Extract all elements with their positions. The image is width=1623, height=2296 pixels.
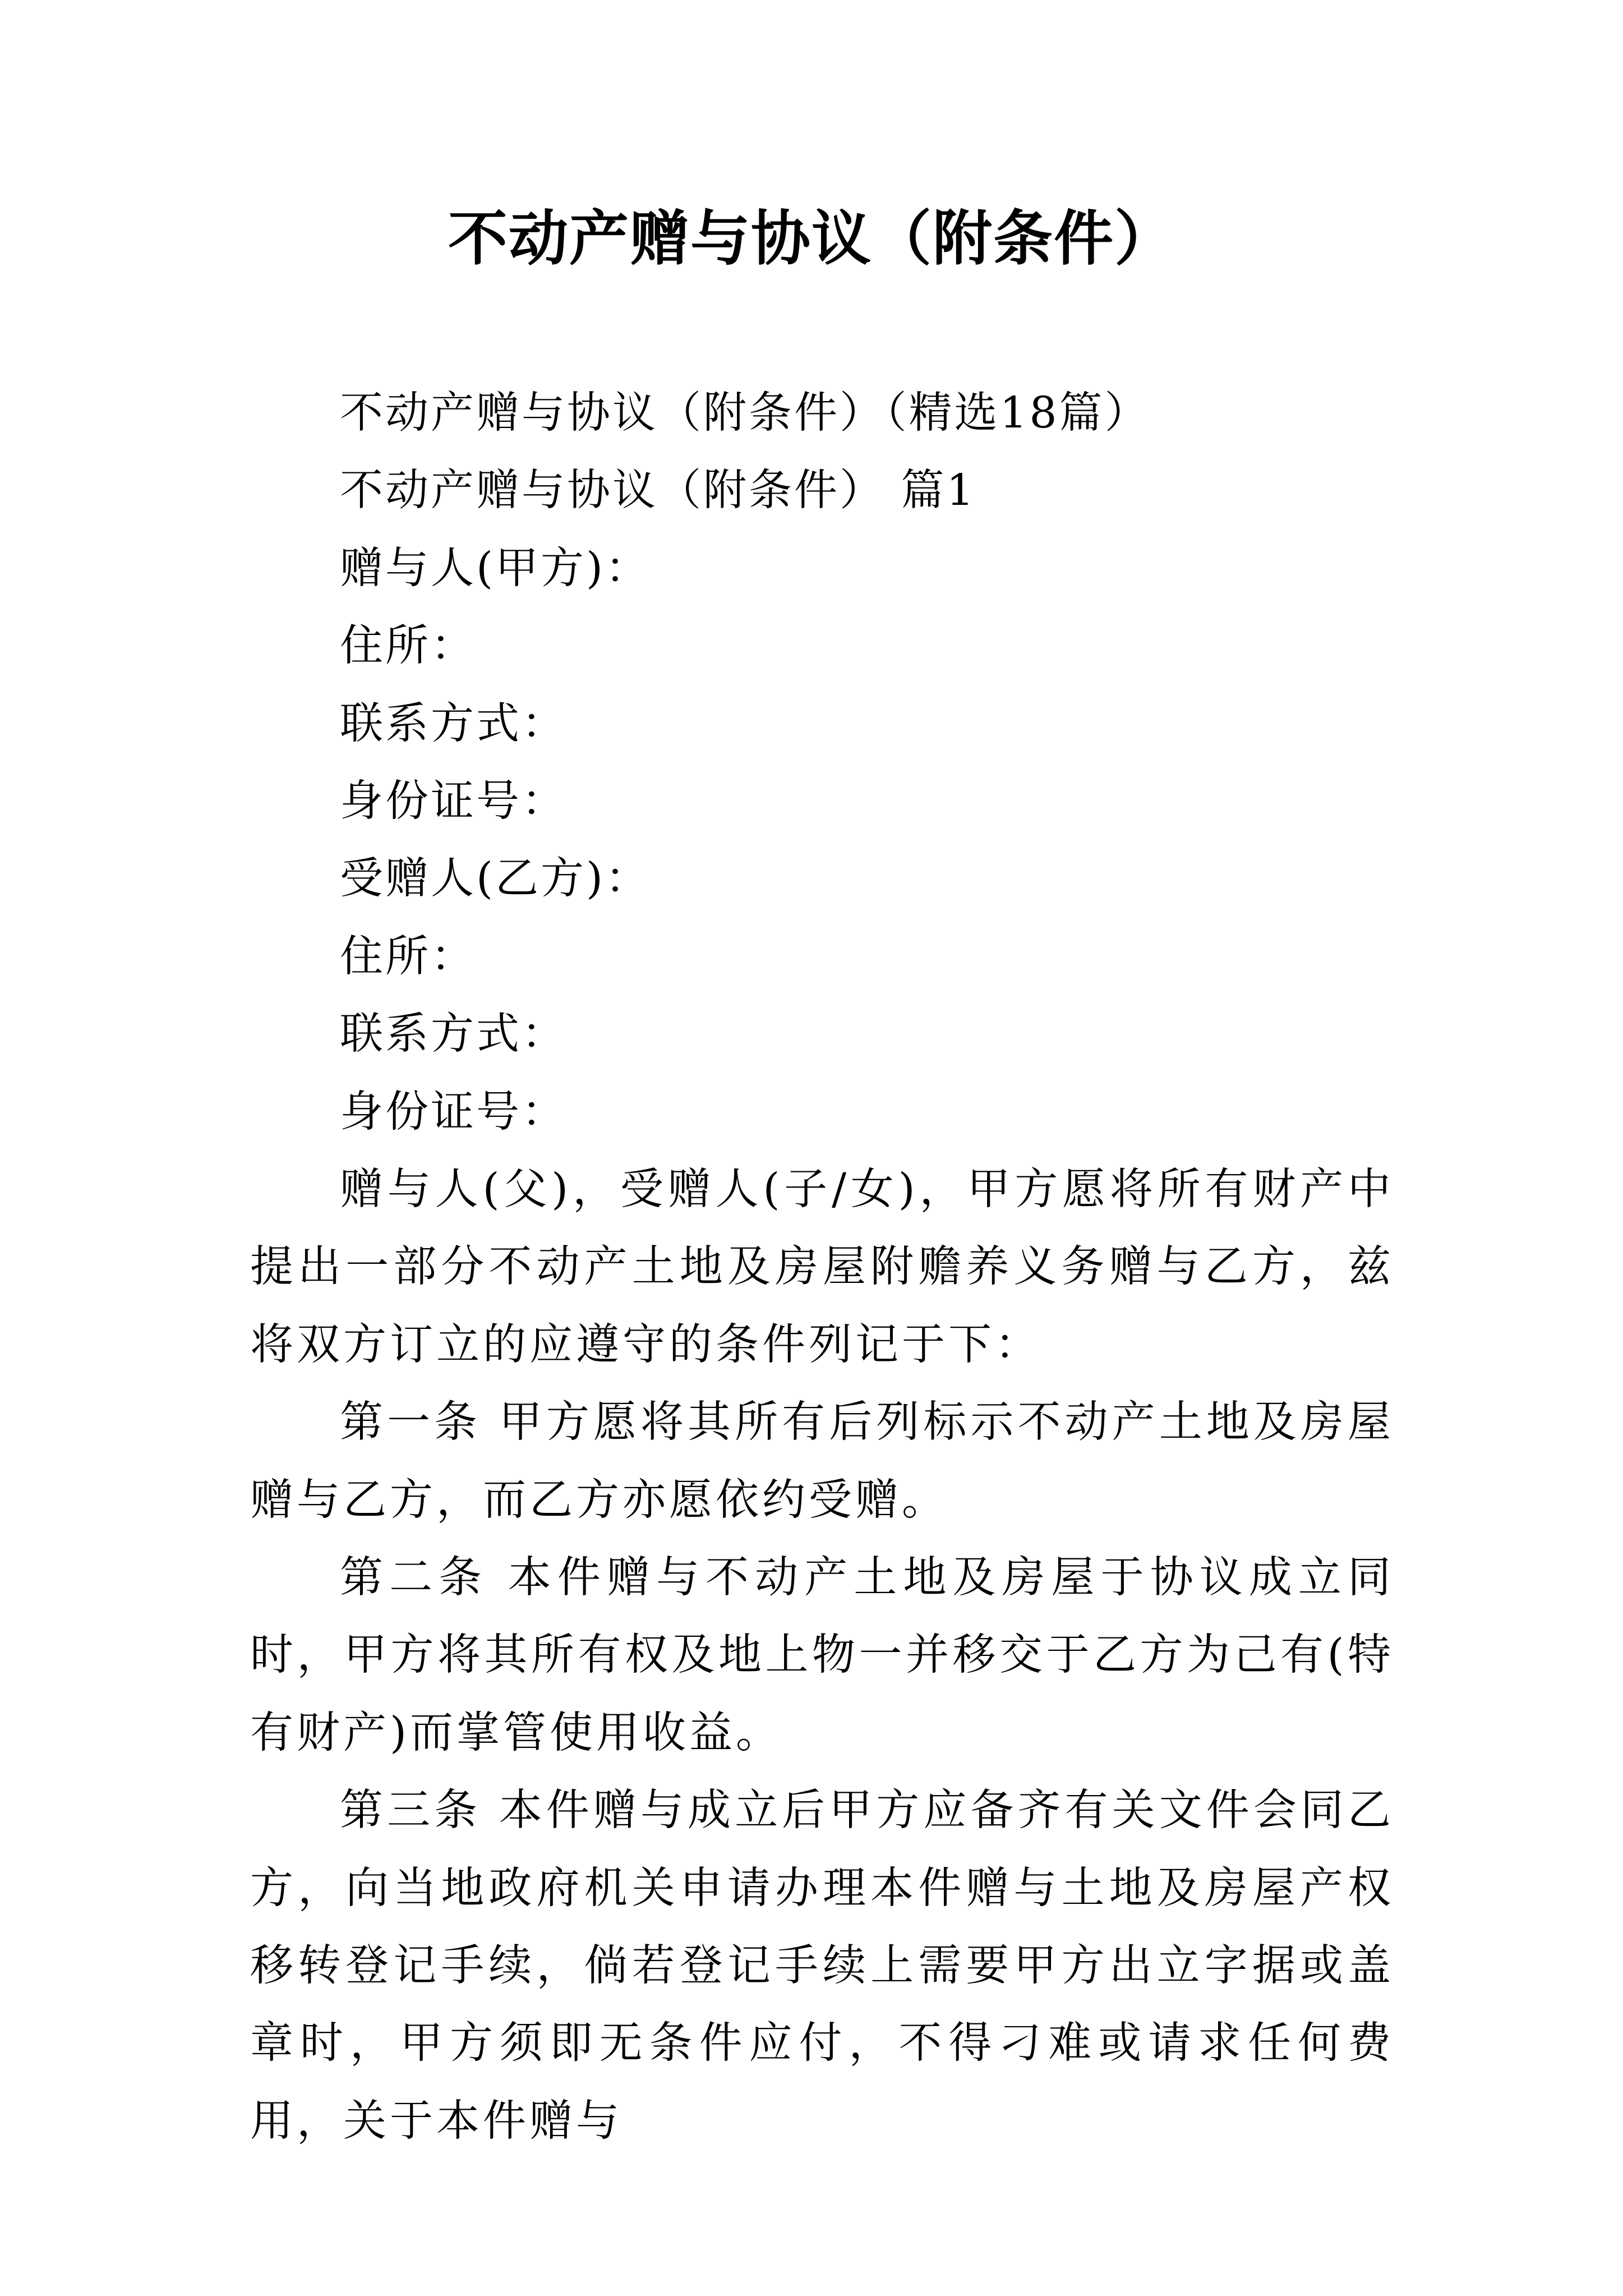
donor-contact-field: 联系方式： (340, 698, 567, 749)
donee-label: 受赠人(乙方)： (340, 854, 651, 904)
donee-address-field: 住所： (340, 931, 476, 982)
donor-label: 赠与人(甲方)： (340, 543, 651, 593)
paragraph-article-3: 第三条 本件赠与成立后甲方应备齐有关文件会同乙方，向当地政府机关申请办理本件赠与土地及房屋产权移转登记手续，倘若登记手续上需要甲方出立字据或盖章时，甲方须即无条件应付，不得刁难或请求任何费用，关于本件赠与 (250, 1786, 1394, 2146)
paragraph-preamble: 赠与人(父)，受赠人(子/女)，甲方愿将所有财产中提出一部分不动产土地及房屋附赡养义务赠与乙方，兹将双方订立的应遵守的条件列记于下： (250, 1164, 1394, 1370)
donee-contact-field: 联系方式： (340, 1009, 567, 1060)
donor-address-field: 住所： (340, 621, 476, 671)
paragraph-article-2: 第二条 本件赠与不动产土地及房屋于协议成立同时，甲方将其所有权及地上物一并移交于乙方为己有(特有财产)而掌管使用收益。 (250, 1552, 1394, 1758)
document-body (250, 375, 1394, 2160)
document-title: 不动产赠与协议（附条件） (448, 203, 1175, 273)
document-subtitle: 不动产赠与协议（附条件）（精选18篇） (340, 388, 1150, 438)
section-heading: 不动产赠与协议（附条件） 篇1 (340, 466, 976, 516)
paragraph-article-1: 第一条 甲方愿将其所有后列标示不动产土地及房屋赠与乙方，而乙方亦愿依约受赠。 (250, 1397, 1394, 1525)
donee-id-field: 身份证号： (340, 1087, 567, 1137)
donor-id-field: 身份证号： (340, 776, 567, 826)
